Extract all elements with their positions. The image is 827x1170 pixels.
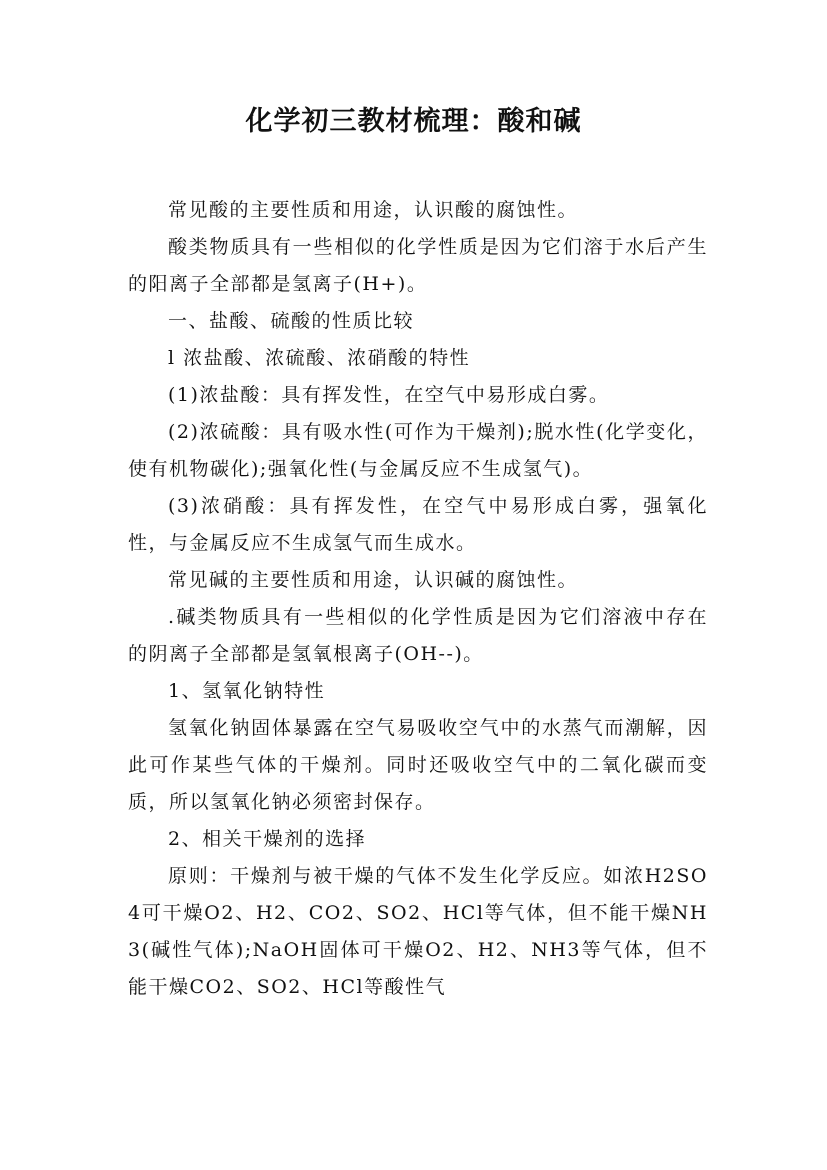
- paragraph: 氢氧化钠固体暴露在空气易吸收空气中的水蒸气而潮解，因此可作某些气体的干燥剂。同时还吸收空气中的二氧化碳而变质，所以氢氧化钠必须密封保存。: [128, 717, 708, 813]
- document-title: 化学初三教材梳理：酸和碱: [245, 106, 582, 137]
- section-heading: 一、盐酸、硫酸的性质比较: [168, 310, 415, 332]
- document-body: [128, 192, 708, 1006]
- section-heading: 1、氢氧化钠特性: [168, 680, 326, 702]
- paragraph: 常见酸的主要性质和用途，认识酸的腐蚀性。: [168, 199, 579, 221]
- paragraph: 酸类物质具有一些相似的化学性质是因为它们溶于水后产生的阳离子全部都是氢离子(H+)。: [128, 236, 708, 295]
- paragraph: (3)浓硝酸：具有挥发性，在空气中易形成白雾，强氧化性，与金属反应不生成氢气而生成水。: [128, 495, 708, 554]
- paragraph: (2)浓硫酸：具有吸水性(可作为干燥剂);脱水性(化学变化，使有机物碳化);强氧化性(与金属反应不生成氢气)。: [128, 421, 708, 480]
- paragraph: (1)浓盐酸：具有挥发性，在空气中易形成白雾。: [168, 384, 610, 406]
- section-heading: l 浓盐酸、浓硫酸、浓硝酸的特性: [168, 347, 471, 369]
- section-heading: 2、相关干燥剂的选择: [168, 828, 367, 850]
- paragraph: 常见碱的主要性质和用途，认识碱的腐蚀性。: [168, 569, 579, 591]
- paragraph: 原则：干燥剂与被干燥的气体不发生化学反应。如浓H2SO4可干燥O2、H2、CO2、SO2、HCl等气体，但不能干燥NH3(碱性气体);NaOH固体可干燥O2、H2、NH3等气体，但不能干燥CO2、SO2、HCl等酸性气: [128, 865, 708, 998]
- paragraph: .碱类物质具有一些相似的化学性质是因为它们溶液中存在的阴离子全部都是氢氧根离子(OH--)。: [128, 606, 708, 665]
